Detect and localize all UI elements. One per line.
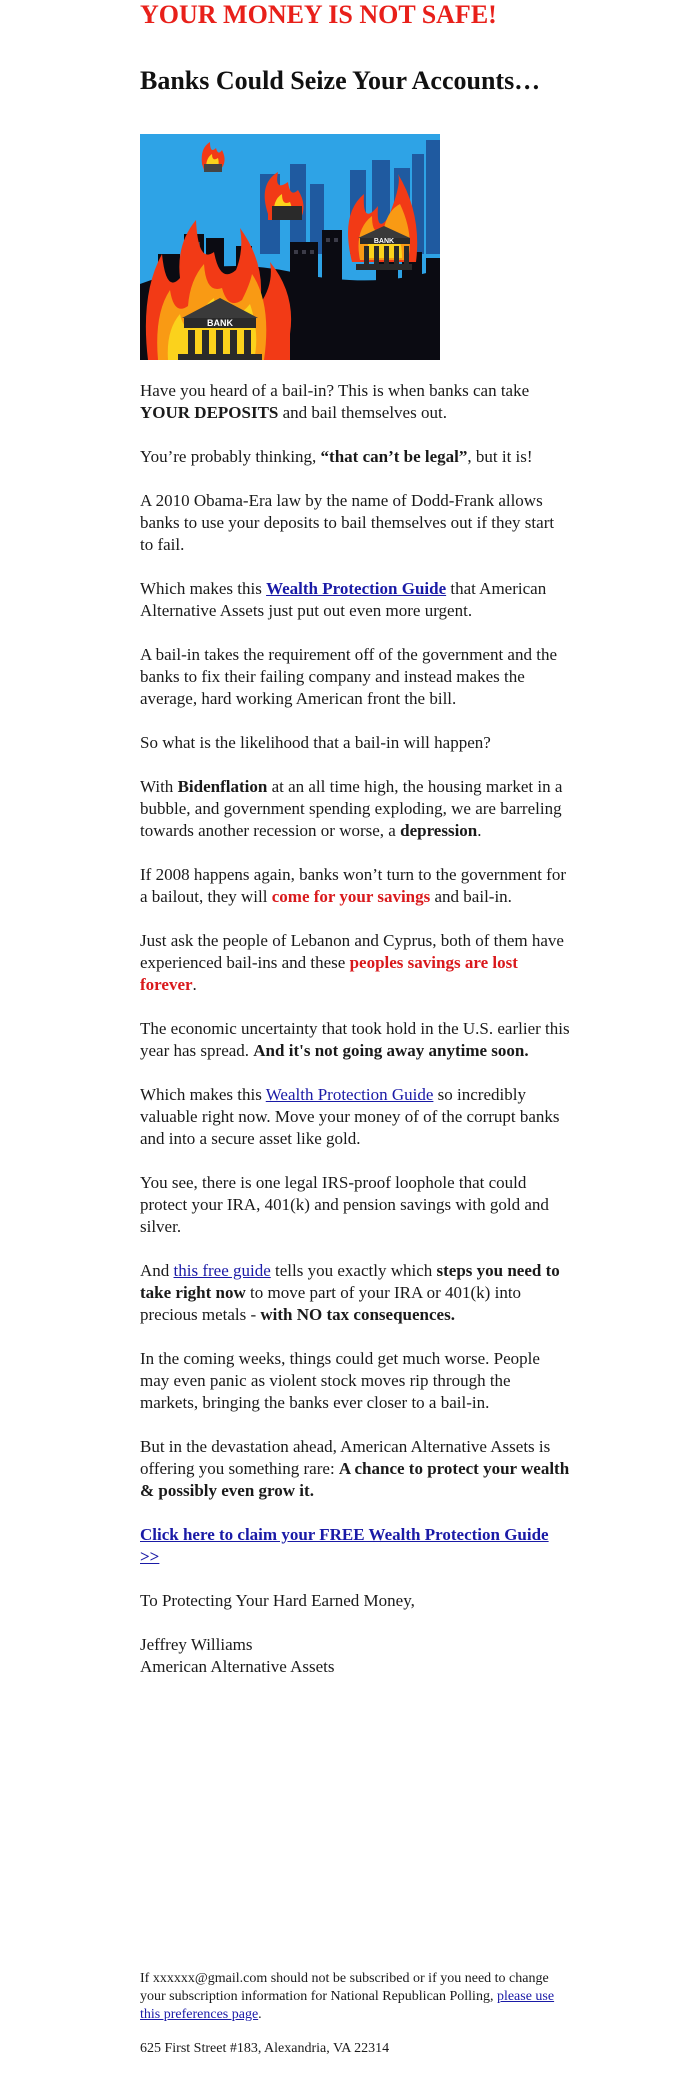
closing-line: To Protecting Your Hard Earned Money,	[140, 1591, 415, 1610]
text: , but it is!	[467, 447, 533, 466]
text: .	[477, 821, 482, 840]
paragraph-bail-in-explained: A bail-in takes the requirement off of the government and the banks to fix their failing company and instead makes the average, hard working American front the bill.	[140, 645, 557, 708]
free-guide-link[interactable]: this free guide	[173, 1261, 271, 1280]
text: tells you exactly which	[270, 1261, 437, 1280]
wealth-guide-link-2[interactable]: Wealth Protection Guide	[265, 1085, 434, 1104]
emphasis-come-for-savings: come for your savings	[271, 887, 431, 906]
emphasis-cant-be-legal: “that can’t be legal”	[320, 447, 468, 466]
claim-guide-cta-link[interactable]: Click here to claim your FREE Wealth Protection Guide >>	[140, 1525, 549, 1566]
text: And	[140, 1261, 174, 1280]
emphasis-your-deposits: YOUR DEPOSITS	[140, 403, 279, 422]
paragraph-guide-urgent	[140, 578, 570, 622]
text: .	[192, 975, 197, 994]
text: You’re probably thinking,	[140, 447, 321, 466]
text: and bail-in.	[430, 887, 512, 906]
headline: YOUR MONEY IS NOT SAFE!	[140, 0, 497, 29]
cta-paragraph	[140, 1524, 570, 1568]
text: .	[258, 2007, 262, 2022]
paragraph-likelihood: So what is the likelihood that a bail-in will happen?	[140, 733, 491, 752]
burning-banks-illustration	[140, 134, 440, 360]
text: But in the devastation ahead, American Alternative Assets is offering you something rare:	[140, 1437, 551, 1478]
text: The economic uncertainty that took hold in the U.S. earlier this year has spread.	[140, 1019, 570, 1060]
mailing-address: 625 First Street #183, Alexandria, VA 22314	[140, 2041, 390, 2056]
bank-sign-main: BANK	[207, 318, 233, 328]
text: Have you heard of a bail-in? This is when banks can take	[140, 381, 530, 400]
text: and bail themselves out.	[278, 403, 447, 422]
paragraph-not-legal	[140, 446, 570, 468]
emphasis-bidenflation: Bidenflation	[177, 777, 268, 796]
text: to move part of your IRA or 401(k) into precious metals -	[140, 1283, 522, 1324]
paragraph-bail-in-intro	[140, 380, 570, 424]
emphasis-no-tax: with NO tax consequences.	[260, 1305, 455, 1324]
paragraph-bidenflation	[140, 776, 570, 842]
paragraph-irs-loophole: You see, there is one legal IRS-proof loophole that could protect your IRA, 401(k) and pension savings with gold and silver.	[140, 1173, 549, 1236]
emphasis-chance: A chance to protect your wealth & possibly even grow it.	[140, 1459, 570, 1500]
signature	[140, 1634, 570, 1678]
emphasis-depression: depression	[400, 821, 478, 840]
text: so incredibly valuable right now. Move your money of of the corrupt banks and into a secure asset like gold.	[140, 1085, 560, 1148]
text: that American Alternative Assets just put out even more urgent.	[140, 579, 547, 620]
paragraph-free-guide	[140, 1260, 570, 1326]
paragraph-coming-weeks: In the coming weeks, things could get much worse. People may even panic as violent stock moves rip through the markets, bringing the banks ever closer to a bail-in.	[140, 1349, 540, 1412]
text: at an all time high, the housing market in a bubble, and government spending exploding, we are barreling towards another recession or worse, a	[140, 777, 563, 840]
subhead: Banks Could Seize Your Accounts…	[140, 66, 541, 95]
paragraph-lebanon-cyprus	[140, 930, 570, 996]
text: Just ask the people of Lebanon and Cyprus, both of them have experienced bail-ins and these	[140, 931, 564, 972]
wealth-guide-link[interactable]: Wealth Protection Guide	[266, 579, 447, 598]
email-body	[140, 380, 570, 1678]
emphasis-savings-lost: peoples savings are lost forever	[140, 953, 518, 994]
text: Which makes this	[140, 579, 267, 598]
email-footer	[140, 1970, 570, 2074]
paragraph-guide-valuable	[140, 1084, 570, 1150]
signature-name: Jeffrey Williams	[140, 1635, 253, 1654]
signature-company: American Alternative Assets	[140, 1657, 335, 1676]
preferences-link[interactable]: please use this preferences page	[140, 1989, 555, 2022]
text: With	[140, 777, 178, 796]
emphasis-not-going-away: And it's not going away anytime soon.	[253, 1041, 529, 1060]
paragraph-dodd-frank: A 2010 Obama-Era law by the name of Dodd-Frank allows banks to use your deposits to bail themselves out if they start to fail.	[140, 491, 555, 554]
unsubscribe-notice	[140, 1970, 570, 2024]
paragraph-2008	[140, 864, 570, 908]
text: Which makes this	[140, 1085, 266, 1104]
emphasis-steps: steps you need to take right now	[140, 1261, 560, 1302]
text: If 2008 happens again, banks won’t turn to the government for a bailout, they will	[140, 865, 567, 906]
text: If xxxxxx@gmail.com should not be subscribed or if you need to change your subscription information for National Republican Polling,	[140, 1971, 549, 2004]
paragraph-offer	[140, 1436, 570, 1502]
bank-sign-right: BANK	[373, 238, 395, 245]
paragraph-uncertainty	[140, 1018, 570, 1062]
